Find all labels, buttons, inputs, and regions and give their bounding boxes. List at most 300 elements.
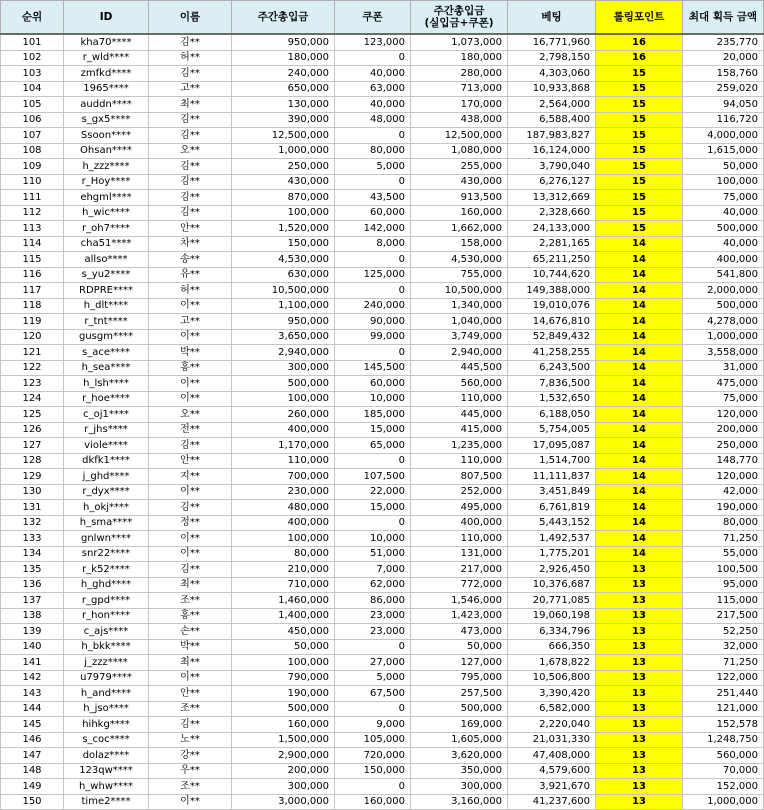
name-cell[interactable]: 허**	[149, 50, 232, 66]
coupon-cell[interactable]: 65,000	[335, 438, 411, 454]
id-cell[interactable]: h_dlt****	[64, 298, 149, 314]
total-cell[interactable]: 1,423,000	[411, 608, 508, 624]
total-cell[interactable]: 713,000	[411, 81, 508, 97]
rank-cell[interactable]: 148	[1, 763, 64, 779]
rank-cell[interactable]: 131	[1, 500, 64, 516]
betting-cell[interactable]: 20,771,085	[508, 593, 596, 609]
rank-cell[interactable]: 120	[1, 329, 64, 345]
betting-cell[interactable]: 5,754,005	[508, 422, 596, 438]
coupon-cell[interactable]: 0	[335, 639, 411, 655]
coupon-cell[interactable]: 63,000	[335, 81, 411, 97]
betting-cell[interactable]: 19,010,076	[508, 298, 596, 314]
id-cell[interactable]: h_bkk****	[64, 639, 149, 655]
rank-cell[interactable]: 135	[1, 562, 64, 578]
betting-cell[interactable]: 7,836,500	[508, 376, 596, 392]
deposit-cell[interactable]: 110,000	[232, 453, 335, 469]
max-prize-cell[interactable]: 94,050	[683, 97, 764, 113]
name-cell[interactable]: 고**	[149, 314, 232, 330]
name-cell[interactable]: 강**	[149, 748, 232, 764]
deposit-cell[interactable]: 2,900,000	[232, 748, 335, 764]
coupon-cell[interactable]: 0	[335, 453, 411, 469]
points-cell[interactable]: 14	[596, 252, 683, 268]
name-cell[interactable]: 손**	[149, 624, 232, 640]
points-cell[interactable]: 13	[596, 763, 683, 779]
max-prize-cell[interactable]: 1,000,000	[683, 794, 764, 810]
name-cell[interactable]: 이**	[149, 794, 232, 810]
max-prize-cell[interactable]: 42,000	[683, 484, 764, 500]
id-cell[interactable]: h_wic****	[64, 205, 149, 221]
deposit-cell[interactable]: 100,000	[232, 205, 335, 221]
table-row[interactable]	[1, 159, 764, 175]
name-cell[interactable]: 이**	[149, 484, 232, 500]
max-prize-cell[interactable]: 120,000	[683, 469, 764, 485]
betting-cell[interactable]: 6,588,400	[508, 112, 596, 128]
name-cell[interactable]: 김**	[149, 205, 232, 221]
coupon-cell[interactable]: 125,000	[335, 267, 411, 283]
id-cell[interactable]: auddn****	[64, 97, 149, 113]
total-cell[interactable]: 127,000	[411, 655, 508, 671]
coupon-cell[interactable]: 23,000	[335, 624, 411, 640]
id-cell[interactable]: r_dyx****	[64, 484, 149, 500]
rank-cell[interactable]: 140	[1, 639, 64, 655]
table-row[interactable]	[1, 732, 764, 748]
deposit-cell[interactable]: 870,000	[232, 190, 335, 206]
coupon-cell[interactable]: 150,000	[335, 763, 411, 779]
points-cell[interactable]: 14	[596, 391, 683, 407]
table-row[interactable]	[1, 221, 764, 237]
max-prize-cell[interactable]: 116,720	[683, 112, 764, 128]
deposit-cell[interactable]: 4,530,000	[232, 252, 335, 268]
name-cell[interactable]: 최**	[149, 577, 232, 593]
betting-cell[interactable]: 41,237,600	[508, 794, 596, 810]
total-cell[interactable]: 1,080,000	[411, 143, 508, 159]
name-cell[interactable]: 안**	[149, 453, 232, 469]
id-cell[interactable]: gnlwn****	[64, 531, 149, 547]
coupon-cell[interactable]: 105,000	[335, 732, 411, 748]
max-prize-cell[interactable]: 152,578	[683, 717, 764, 733]
total-cell[interactable]: 160,000	[411, 205, 508, 221]
betting-cell[interactable]: 5,443,152	[508, 515, 596, 531]
name-cell[interactable]: 김**	[149, 717, 232, 733]
deposit-cell[interactable]: 1,000,000	[232, 143, 335, 159]
deposit-cell[interactable]: 950,000	[232, 34, 335, 50]
header-betting[interactable]: 베팅	[508, 1, 596, 35]
deposit-cell[interactable]: 1,460,000	[232, 593, 335, 609]
coupon-cell[interactable]: 51,000	[335, 546, 411, 562]
id-cell[interactable]: kha70****	[64, 34, 149, 50]
id-cell[interactable]: r_gpd****	[64, 593, 149, 609]
rank-cell[interactable]: 123	[1, 376, 64, 392]
id-cell[interactable]: r_tnt****	[64, 314, 149, 330]
max-prize-cell[interactable]: 400,000	[683, 252, 764, 268]
deposit-cell[interactable]: 390,000	[232, 112, 335, 128]
coupon-cell[interactable]: 10,000	[335, 391, 411, 407]
id-cell[interactable]: h_sea****	[64, 360, 149, 376]
id-cell[interactable]: r_Hoy****	[64, 174, 149, 190]
total-cell[interactable]: 445,000	[411, 407, 508, 423]
table-row[interactable]	[1, 562, 764, 578]
total-cell[interactable]: 3,620,000	[411, 748, 508, 764]
total-cell[interactable]: 1,546,000	[411, 593, 508, 609]
total-cell[interactable]: 110,000	[411, 453, 508, 469]
id-cell[interactable]: h_ghd****	[64, 577, 149, 593]
max-prize-cell[interactable]: 4,278,000	[683, 314, 764, 330]
total-cell[interactable]: 1,040,000	[411, 314, 508, 330]
max-prize-cell[interactable]: 100,500	[683, 562, 764, 578]
table-row[interactable]	[1, 593, 764, 609]
betting-cell[interactable]: 4,303,060	[508, 66, 596, 82]
rank-cell[interactable]: 104	[1, 81, 64, 97]
table-row[interactable]	[1, 546, 764, 562]
name-cell[interactable]: 오**	[149, 407, 232, 423]
name-cell[interactable]: 이**	[149, 670, 232, 686]
coupon-cell[interactable]: 720,000	[335, 748, 411, 764]
max-prize-cell[interactable]: 75,000	[683, 391, 764, 407]
betting-cell[interactable]: 41,258,255	[508, 345, 596, 361]
total-cell[interactable]: 1,662,000	[411, 221, 508, 237]
coupon-cell[interactable]: 0	[335, 283, 411, 299]
table-row[interactable]	[1, 143, 764, 159]
deposit-cell[interactable]: 100,000	[232, 531, 335, 547]
deposit-cell[interactable]: 100,000	[232, 655, 335, 671]
coupon-cell[interactable]: 7,000	[335, 562, 411, 578]
table-row[interactable]	[1, 453, 764, 469]
max-prize-cell[interactable]: 100,000	[683, 174, 764, 190]
deposit-cell[interactable]: 80,000	[232, 546, 335, 562]
points-cell[interactable]: 15	[596, 66, 683, 82]
total-cell[interactable]: 50,000	[411, 639, 508, 655]
id-cell[interactable]: h_sma****	[64, 515, 149, 531]
id-cell[interactable]: c_ajs****	[64, 624, 149, 640]
rank-cell[interactable]: 124	[1, 391, 64, 407]
points-cell[interactable]: 16	[596, 34, 683, 50]
points-cell[interactable]: 14	[596, 329, 683, 345]
deposit-cell[interactable]: 100,000	[232, 391, 335, 407]
coupon-cell[interactable]: 15,000	[335, 500, 411, 516]
table-row[interactable]	[1, 577, 764, 593]
betting-cell[interactable]: 1,678,822	[508, 655, 596, 671]
coupon-cell[interactable]: 23,000	[335, 608, 411, 624]
betting-cell[interactable]: 6,761,819	[508, 500, 596, 516]
name-cell[interactable]: 안**	[149, 686, 232, 702]
deposit-cell[interactable]: 1,100,000	[232, 298, 335, 314]
coupon-cell[interactable]: 0	[335, 779, 411, 795]
points-cell[interactable]: 15	[596, 190, 683, 206]
table-row[interactable]	[1, 190, 764, 206]
betting-cell[interactable]: 6,582,000	[508, 701, 596, 717]
points-cell[interactable]: 14	[596, 407, 683, 423]
betting-cell[interactable]: 2,564,000	[508, 97, 596, 113]
coupon-cell[interactable]: 123,000	[335, 34, 411, 50]
max-prize-cell[interactable]: 500,000	[683, 298, 764, 314]
max-prize-cell[interactable]: 70,000	[683, 763, 764, 779]
total-cell[interactable]: 807,500	[411, 469, 508, 485]
points-cell[interactable]: 13	[596, 624, 683, 640]
table-row[interactable]	[1, 794, 764, 810]
rank-cell[interactable]: 134	[1, 546, 64, 562]
rank-cell[interactable]: 117	[1, 283, 64, 299]
total-cell[interactable]: 430,000	[411, 174, 508, 190]
id-cell[interactable]: s_ace****	[64, 345, 149, 361]
points-cell[interactable]: 15	[596, 97, 683, 113]
deposit-cell[interactable]: 1,520,000	[232, 221, 335, 237]
max-prize-cell[interactable]: 40,000	[683, 236, 764, 252]
id-cell[interactable]: 123qw****	[64, 763, 149, 779]
points-cell[interactable]: 15	[596, 112, 683, 128]
betting-cell[interactable]: 4,579,600	[508, 763, 596, 779]
deposit-cell[interactable]: 430,000	[232, 174, 335, 190]
deposit-cell[interactable]: 300,000	[232, 360, 335, 376]
betting-cell[interactable]: 666,350	[508, 639, 596, 655]
betting-cell[interactable]: 10,506,800	[508, 670, 596, 686]
name-cell[interactable]: 김**	[149, 66, 232, 82]
id-cell[interactable]: r_oh7****	[64, 221, 149, 237]
betting-cell[interactable]: 14,676,810	[508, 314, 596, 330]
id-cell[interactable]: 1965****	[64, 81, 149, 97]
name-cell[interactable]: 지**	[149, 469, 232, 485]
table-row[interactable]	[1, 624, 764, 640]
id-cell[interactable]: s_coc****	[64, 732, 149, 748]
coupon-cell[interactable]: 145,500	[335, 360, 411, 376]
rank-cell[interactable]: 132	[1, 515, 64, 531]
name-cell[interactable]: 노**	[149, 732, 232, 748]
total-cell[interactable]: 255,000	[411, 159, 508, 175]
total-cell[interactable]: 4,530,000	[411, 252, 508, 268]
points-cell[interactable]: 13	[596, 608, 683, 624]
total-cell[interactable]: 445,500	[411, 360, 508, 376]
coupon-cell[interactable]: 40,000	[335, 66, 411, 82]
max-prize-cell[interactable]: 55,000	[683, 546, 764, 562]
name-cell[interactable]: 정**	[149, 515, 232, 531]
total-cell[interactable]: 257,500	[411, 686, 508, 702]
header-max-prize[interactable]: 최대 획득 금액	[683, 1, 764, 35]
coupon-cell[interactable]: 43,500	[335, 190, 411, 206]
max-prize-cell[interactable]: 75,000	[683, 190, 764, 206]
betting-cell[interactable]: 6,334,796	[508, 624, 596, 640]
header-weekly-deposit[interactable]: 주간총입금	[232, 1, 335, 35]
coupon-cell[interactable]: 15,000	[335, 422, 411, 438]
total-cell[interactable]: 438,000	[411, 112, 508, 128]
coupon-cell[interactable]: 62,000	[335, 577, 411, 593]
points-cell[interactable]: 14	[596, 314, 683, 330]
betting-cell[interactable]: 10,376,687	[508, 577, 596, 593]
total-cell[interactable]: 169,000	[411, 717, 508, 733]
deposit-cell[interactable]: 260,000	[232, 407, 335, 423]
name-cell[interactable]: 우**	[149, 763, 232, 779]
table-row[interactable]	[1, 515, 764, 531]
header-rolling-points[interactable]: 롤링포인트	[596, 1, 683, 35]
max-prize-cell[interactable]: 95,000	[683, 577, 764, 593]
table-row[interactable]	[1, 670, 764, 686]
max-prize-cell[interactable]: 120,000	[683, 407, 764, 423]
name-cell[interactable]: 조**	[149, 593, 232, 609]
deposit-cell[interactable]: 10,500,000	[232, 283, 335, 299]
table-row[interactable]	[1, 779, 764, 795]
points-cell[interactable]: 13	[596, 593, 683, 609]
header-name[interactable]: 이름	[149, 1, 232, 35]
rank-cell[interactable]: 146	[1, 732, 64, 748]
name-cell[interactable]: 김**	[149, 159, 232, 175]
betting-cell[interactable]: 52,849,432	[508, 329, 596, 345]
points-cell[interactable]: 15	[596, 128, 683, 144]
rank-cell[interactable]: 133	[1, 531, 64, 547]
table-row[interactable]	[1, 314, 764, 330]
points-cell[interactable]: 15	[596, 81, 683, 97]
id-cell[interactable]: r_wld****	[64, 50, 149, 66]
betting-cell[interactable]: 17,095,087	[508, 438, 596, 454]
name-cell[interactable]: 고**	[149, 81, 232, 97]
coupon-cell[interactable]: 60,000	[335, 205, 411, 221]
points-cell[interactable]: 14	[596, 376, 683, 392]
points-cell[interactable]: 15	[596, 221, 683, 237]
table-row[interactable]	[1, 236, 764, 252]
name-cell[interactable]: 김**	[149, 112, 232, 128]
name-cell[interactable]: 김**	[149, 500, 232, 516]
rank-cell[interactable]: 142	[1, 670, 64, 686]
table-row[interactable]	[1, 376, 764, 392]
rank-cell[interactable]: 129	[1, 469, 64, 485]
rank-cell[interactable]: 136	[1, 577, 64, 593]
coupon-cell[interactable]: 86,000	[335, 593, 411, 609]
table-row[interactable]	[1, 81, 764, 97]
id-cell[interactable]: h_jso****	[64, 701, 149, 717]
rank-cell[interactable]: 125	[1, 407, 64, 423]
total-cell[interactable]: 495,000	[411, 500, 508, 516]
table-row[interactable]	[1, 34, 764, 50]
betting-cell[interactable]: 187,983,827	[508, 128, 596, 144]
name-cell[interactable]: 김**	[149, 128, 232, 144]
coupon-cell[interactable]: 99,000	[335, 329, 411, 345]
rank-cell[interactable]: 106	[1, 112, 64, 128]
max-prize-cell[interactable]: 217,500	[683, 608, 764, 624]
deposit-cell[interactable]: 150,000	[232, 236, 335, 252]
id-cell[interactable]: viole****	[64, 438, 149, 454]
deposit-cell[interactable]: 200,000	[232, 763, 335, 779]
total-cell[interactable]: 755,000	[411, 267, 508, 283]
total-cell[interactable]: 110,000	[411, 391, 508, 407]
max-prize-cell[interactable]: 32,000	[683, 639, 764, 655]
rank-cell[interactable]: 121	[1, 345, 64, 361]
total-cell[interactable]: 2,940,000	[411, 345, 508, 361]
points-cell[interactable]: 14	[596, 236, 683, 252]
coupon-cell[interactable]: 27,000	[335, 655, 411, 671]
deposit-cell[interactable]: 180,000	[232, 50, 335, 66]
max-prize-cell[interactable]: 251,440	[683, 686, 764, 702]
rank-cell[interactable]: 112	[1, 205, 64, 221]
total-cell[interactable]: 252,000	[411, 484, 508, 500]
id-cell[interactable]: r_jhs****	[64, 422, 149, 438]
rank-cell[interactable]: 101	[1, 34, 64, 50]
betting-cell[interactable]: 3,790,040	[508, 159, 596, 175]
betting-cell[interactable]: 21,031,330	[508, 732, 596, 748]
total-cell[interactable]: 131,000	[411, 546, 508, 562]
rank-cell[interactable]: 111	[1, 190, 64, 206]
coupon-cell[interactable]: 142,000	[335, 221, 411, 237]
max-prize-cell[interactable]: 500,000	[683, 221, 764, 237]
table-row[interactable]	[1, 531, 764, 547]
coupon-cell[interactable]: 22,000	[335, 484, 411, 500]
name-cell[interactable]: 홍**	[149, 608, 232, 624]
rank-cell[interactable]: 103	[1, 66, 64, 82]
points-cell[interactable]: 14	[596, 531, 683, 547]
table-row[interactable]	[1, 717, 764, 733]
max-prize-cell[interactable]: 158,760	[683, 66, 764, 82]
points-cell[interactable]: 14	[596, 267, 683, 283]
max-prize-cell[interactable]: 122,000	[683, 670, 764, 686]
id-cell[interactable]: r_hon****	[64, 608, 149, 624]
rank-cell[interactable]: 138	[1, 608, 64, 624]
max-prize-cell[interactable]: 115,000	[683, 593, 764, 609]
total-cell[interactable]: 400,000	[411, 515, 508, 531]
max-prize-cell[interactable]: 200,000	[683, 422, 764, 438]
deposit-cell[interactable]: 710,000	[232, 577, 335, 593]
id-cell[interactable]: h_okj****	[64, 500, 149, 516]
betting-cell[interactable]: 24,133,000	[508, 221, 596, 237]
name-cell[interactable]: 박**	[149, 639, 232, 655]
id-cell[interactable]: Ohsan****	[64, 143, 149, 159]
points-cell[interactable]: 14	[596, 438, 683, 454]
betting-cell[interactable]: 6,276,127	[508, 174, 596, 190]
coupon-cell[interactable]: 80,000	[335, 143, 411, 159]
name-cell[interactable]: 김**	[149, 562, 232, 578]
coupon-cell[interactable]: 5,000	[335, 159, 411, 175]
deposit-cell[interactable]: 12,500,000	[232, 128, 335, 144]
id-cell[interactable]: u7979****	[64, 670, 149, 686]
deposit-cell[interactable]: 130,000	[232, 97, 335, 113]
betting-cell[interactable]: 3,451,849	[508, 484, 596, 500]
coupon-cell[interactable]: 0	[335, 252, 411, 268]
points-cell[interactable]: 14	[596, 345, 683, 361]
max-prize-cell[interactable]: 235,770	[683, 34, 764, 50]
points-cell[interactable]: 13	[596, 701, 683, 717]
points-cell[interactable]: 13	[596, 686, 683, 702]
coupon-cell[interactable]: 0	[335, 345, 411, 361]
max-prize-cell[interactable]: 259,020	[683, 81, 764, 97]
rank-cell[interactable]: 102	[1, 50, 64, 66]
rank-cell[interactable]: 141	[1, 655, 64, 671]
betting-cell[interactable]: 1,532,650	[508, 391, 596, 407]
max-prize-cell[interactable]: 3,558,000	[683, 345, 764, 361]
name-cell[interactable]: 이**	[149, 329, 232, 345]
max-prize-cell[interactable]: 475,000	[683, 376, 764, 392]
total-cell[interactable]: 217,000	[411, 562, 508, 578]
deposit-cell[interactable]: 630,000	[232, 267, 335, 283]
points-cell[interactable]: 13	[596, 748, 683, 764]
max-prize-cell[interactable]: 31,000	[683, 360, 764, 376]
max-prize-cell[interactable]: 1,000,000	[683, 329, 764, 345]
rank-cell[interactable]: 105	[1, 97, 64, 113]
points-cell[interactable]: 15	[596, 159, 683, 175]
total-cell[interactable]: 1,235,000	[411, 438, 508, 454]
coupon-cell[interactable]: 0	[335, 174, 411, 190]
rank-cell[interactable]: 150	[1, 794, 64, 810]
header-coupon[interactable]: 쿠폰	[335, 1, 411, 35]
header-rank[interactable]: 순위	[1, 1, 64, 35]
max-prize-cell[interactable]: 71,250	[683, 531, 764, 547]
rank-cell[interactable]: 130	[1, 484, 64, 500]
id-cell[interactable]: h_and****	[64, 686, 149, 702]
table-row[interactable]	[1, 128, 764, 144]
max-prize-cell[interactable]: 20,000	[683, 50, 764, 66]
deposit-cell[interactable]: 240,000	[232, 66, 335, 82]
points-cell[interactable]: 13	[596, 639, 683, 655]
total-cell[interactable]: 560,000	[411, 376, 508, 392]
total-cell[interactable]: 1,340,000	[411, 298, 508, 314]
name-cell[interactable]: 김**	[149, 438, 232, 454]
total-cell[interactable]: 772,000	[411, 577, 508, 593]
coupon-cell[interactable]: 10,000	[335, 531, 411, 547]
betting-cell[interactable]: 3,390,420	[508, 686, 596, 702]
